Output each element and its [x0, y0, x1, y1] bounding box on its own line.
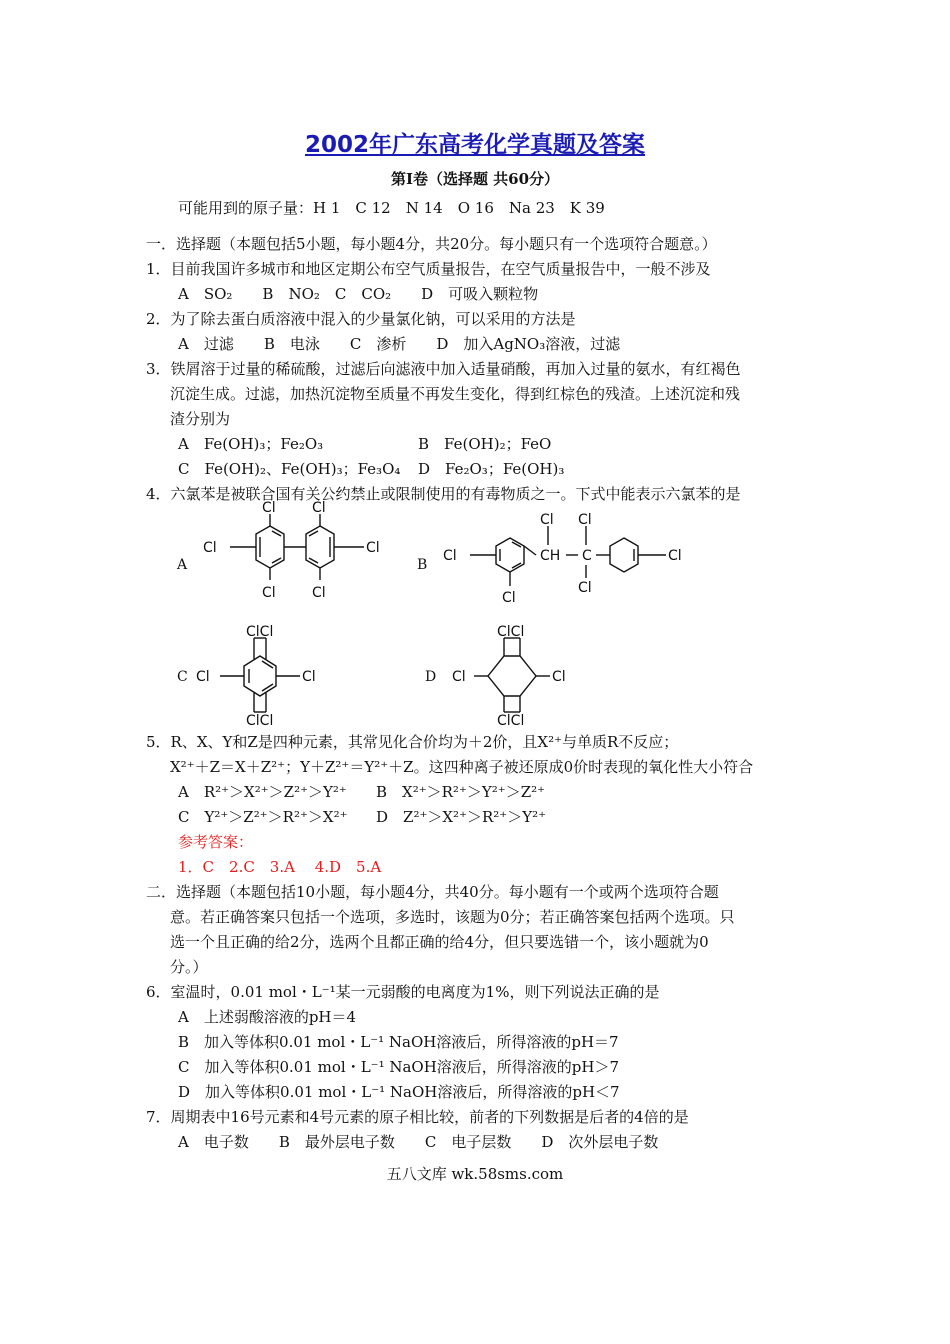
q4-label-d: D	[425, 669, 437, 685]
q3-option-b: B Fe(OH)₂；FeO	[418, 435, 552, 453]
structure-c	[196, 622, 336, 731]
cl-b6: Cl	[668, 548, 682, 564]
c-b: C	[582, 548, 592, 564]
q3-option-a: A Fe(OH)₃；Fe₂O₃	[178, 435, 324, 453]
clcl-c-bottom: ClCl	[246, 713, 274, 729]
q4-label-a: A	[177, 557, 188, 573]
cl-a2: Cl	[262, 585, 276, 601]
structure-b	[440, 510, 700, 614]
q6-option-d: D 加入等体积0.01 mol・L⁻¹ NaOH溶液后，所得溶液的pH＜7	[178, 1083, 620, 1101]
cl-b3: Cl	[578, 580, 592, 596]
q4-label-b: B	[417, 557, 428, 573]
section2-intro-line1: 二．选择题（本题包括10小题，每小题4分，共40分。每小题有一个或两个选项符合题	[146, 883, 719, 901]
q3-stem-line2: 沉淀生成。过滤，加热沉淀物至质量不再发生变化，得到红棕色的残渣。上述沉淀和残	[170, 385, 741, 403]
q4-stem: 4．六氯苯是被联合国有关公约禁止或限制使用的有毒物质之一。下式中能表示六氯苯的是	[146, 485, 741, 503]
clcl-d-top: ClCl	[497, 624, 525, 640]
q2-stem: 2．为了除去蛋白质溶液中混入的少量氯化钠，可以采用的方法是	[146, 310, 576, 328]
q5-option-b: B X²⁺＞R²⁺＞Y²⁺＞Z²⁺	[376, 783, 546, 801]
q4-label-c: C	[177, 669, 188, 685]
clcl-d-bottom: ClCl	[497, 713, 525, 729]
part1-heading: 第Ⅰ卷（选择题 共60分）	[390, 170, 560, 188]
q3-option-d: D Fe₂O₃；Fe(OH)₃	[418, 460, 565, 478]
q5-stem-line1: 5．R、X、Y和Z是四种元素，其常见化合价均为＋2价，且X²⁺与单质R不反应；	[146, 733, 679, 751]
section1-intro: 一．选择题（本题包括5小题，每小题4分，共20分。每小题只有一个选项符合题意。）	[146, 235, 717, 253]
q5-stem-line2: X²⁺＋Z＝X＋Z²⁺；Y＋Z²⁺＝Y²⁺＋Z。这四种离子被还原成0价时表现的氧化性大小符合	[170, 758, 754, 776]
cl-a6: Cl	[366, 540, 380, 556]
q7-stem: 7．周期表中16号元素和4号元素的原子相比较，前者的下列数据是后者的4倍的是	[146, 1108, 689, 1126]
q6-option-a: A 上述弱酸溶液的pH＝4	[178, 1008, 357, 1026]
q1-stem: 1．目前我国许多城市和地区定期公布空气质量报告，在空气质量报告中，一般不涉及	[146, 260, 711, 278]
cl-c-left: Cl	[196, 669, 210, 685]
cl-a3: Cl	[203, 540, 217, 556]
cl-d-right: Cl	[552, 669, 566, 685]
cl-b4: Cl	[443, 548, 457, 564]
cl-b5: Cl	[502, 590, 516, 606]
q6-option-b: B 加入等体积0.01 mol・L⁻¹ NaOH溶液后，所得溶液的pH＝7	[178, 1033, 619, 1051]
q3-option-c: C Fe(OH)₂、Fe(OH)₃；Fe₃O₄	[178, 460, 401, 478]
answer-label: 参考答案：	[178, 833, 254, 851]
q2-options: A 过滤 B 电泳 C 渗析 D 加入AgNO₃溶液，过滤	[178, 335, 621, 353]
section2-intro-line2: 意。若正确答案只包括一个选项，多选时，该题为0分；若正确答案包括两个选项。只	[170, 908, 735, 926]
cl-b2: Cl	[578, 512, 592, 528]
structure-d	[450, 622, 590, 731]
q7-options: A 电子数 B 最外层电子数 C 电子层数 D 次外层电子数	[178, 1133, 659, 1151]
cl-b1: Cl	[540, 512, 554, 528]
cl-a4: Cl	[312, 500, 326, 516]
section2-intro-line4: 分。）	[170, 958, 208, 976]
q1-options: A SO₂ B NO₂ C CO₂ D 可吸入颗粒物	[178, 285, 539, 303]
atomic-masses: 可能用到的原子量：H 1 C 12 N 14 O 16 Na 23 K 39	[178, 199, 605, 217]
q5-option-a: A R²⁺＞X²⁺＞Z²⁺＞Y²⁺	[178, 783, 347, 801]
q3-stem-line3: 渣分别为	[170, 410, 231, 428]
document-title: 2002年广东高考化学真题及答案	[304, 132, 645, 158]
cl-d-left: Cl	[452, 669, 466, 685]
clcl-c-top: ClCl	[246, 624, 274, 640]
footer-watermark: 五八文库 wk.58sms.com	[386, 1165, 564, 1183]
q3-stem-line1: 3．铁屑溶于过量的稀硫酸，过滤后向滤液中加入适量硝酸，再加入过量的氨水，有红褐色	[146, 360, 741, 378]
cl-c-right: Cl	[302, 669, 316, 685]
cl-a5: Cl	[312, 585, 326, 601]
q5-option-d: D Z²⁺＞X²⁺＞R²⁺＞Y²⁺	[376, 808, 547, 826]
ch-b: CH	[540, 548, 561, 564]
cl-a1: Cl	[262, 500, 276, 516]
answer-key: 1．C 2.C 3.A 4.D 5.A	[178, 858, 382, 876]
q6-option-c: C 加入等体积0.01 mol・L⁻¹ NaOH溶液后，所得溶液的pH＞7	[178, 1058, 620, 1076]
q6-stem: 6．室温时，0.01 mol・L⁻¹某一元弱酸的电离度为1%，则下列说法正确的是	[146, 983, 660, 1001]
section2-intro-line3: 选一个且正确的给2分，选两个且都正确的给4分，但只要选错一个，该小题就为0	[170, 933, 709, 951]
q5-option-c: C Y²⁺＞Z²⁺＞R²⁺＞X²⁺	[178, 808, 348, 826]
structure-a	[196, 500, 396, 609]
